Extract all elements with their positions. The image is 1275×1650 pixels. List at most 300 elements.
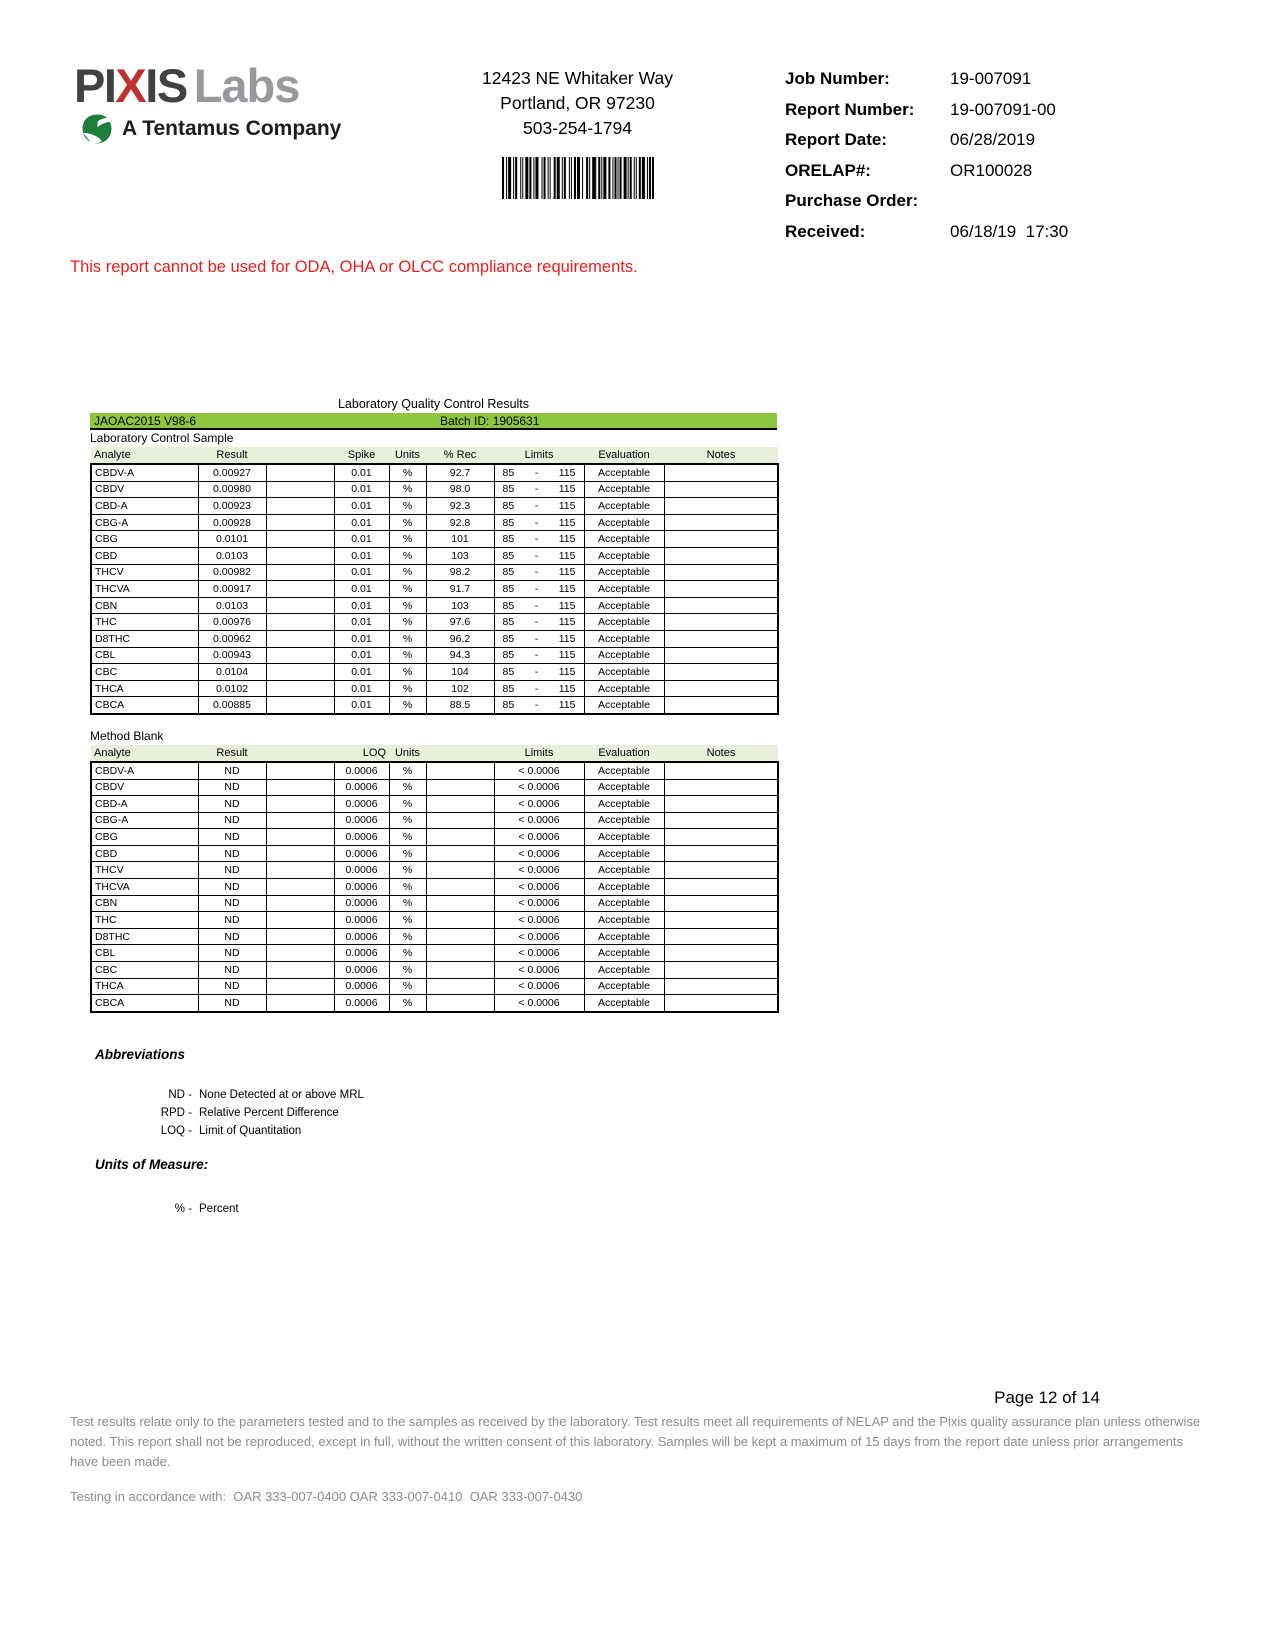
table-cell: Acceptable: [584, 514, 664, 531]
table-cell: [664, 879, 778, 896]
table-row: [91, 829, 778, 846]
table-cell-limits: [494, 680, 584, 697]
table-row: [91, 630, 778, 647]
table-cell: [266, 962, 334, 979]
unit-desc: Percent: [199, 1203, 239, 1215]
table-cell: [426, 762, 494, 779]
table-row: [91, 796, 778, 813]
batch-id: Batch ID: 1905631: [440, 414, 540, 428]
column-header: Evaluation: [584, 745, 664, 762]
table-cell: ND: [198, 845, 266, 862]
table-cell: 102: [426, 680, 494, 697]
column-header: LOQ: [334, 745, 389, 762]
table-cell: [664, 912, 778, 929]
table-cell: CBD: [91, 845, 198, 862]
field-label: Received:: [785, 221, 866, 241]
pixis-logo: [74, 59, 342, 146]
table-cell: 0.00943: [198, 647, 266, 664]
table-cell: CBCA: [91, 697, 198, 714]
table-cell: Acceptable: [584, 481, 664, 498]
table-cell: 98.0: [426, 481, 494, 498]
table-cell: 0.01: [334, 531, 389, 548]
table-cell: [266, 995, 334, 1012]
table-cell: [664, 680, 778, 697]
compliance-notice: This report cannot be used for ODA, OHA or OLCC compliance requirements.: [70, 258, 638, 276]
table-cell: [426, 945, 494, 962]
table-cell-limits: [494, 647, 584, 664]
table-cell: [266, 498, 334, 515]
table-cell-limits: < 0.0006: [494, 962, 584, 979]
table-cell-limits: < 0.0006: [494, 796, 584, 813]
limit-high: 115: [558, 665, 576, 678]
table-cell: Acceptable: [584, 779, 664, 796]
table-cell: 0.0006: [334, 995, 389, 1012]
table-cell: [266, 762, 334, 779]
table-row: [91, 547, 778, 564]
column-header: Limits: [494, 745, 584, 762]
address-line: 12423 NE Whitaker Way: [482, 68, 673, 88]
table-cell-limits: [494, 697, 584, 714]
table-cell-limits: < 0.0006: [494, 779, 584, 796]
table-cell: 0.0103: [198, 547, 266, 564]
table-cell: 0.00923: [198, 498, 266, 515]
limit-low: 85: [502, 566, 515, 579]
table-cell: Acceptable: [584, 796, 664, 813]
table-cell-limits: [494, 664, 584, 681]
table-cell: Acceptable: [584, 564, 664, 581]
table-row: [91, 680, 778, 697]
table-cell: Acceptable: [584, 829, 664, 846]
table-cell: Acceptable: [584, 680, 664, 697]
table-cell: ND: [198, 978, 266, 995]
table-cell: [266, 514, 334, 531]
table-cell: 0.0006: [334, 912, 389, 929]
table-row: [91, 581, 778, 598]
table-cell: CBD-A: [91, 498, 198, 515]
mb-section-label: Method Blank: [90, 728, 164, 743]
table-cell: %: [389, 912, 426, 929]
table-cell: 0.0006: [334, 779, 389, 796]
table-cell: %: [389, 547, 426, 564]
table-row: [91, 597, 778, 614]
column-header: Notes: [664, 745, 778, 762]
table-cell: %: [389, 664, 426, 681]
table-cell-limits: < 0.0006: [494, 812, 584, 829]
table-cell: %: [389, 895, 426, 912]
table-cell: CBDV-A: [91, 464, 198, 481]
table-row: [91, 514, 778, 531]
table-cell: %: [389, 630, 426, 647]
column-header: Analyte: [91, 447, 198, 464]
table-row: [91, 879, 778, 896]
column-header: Result: [198, 447, 266, 464]
limit-low: 85: [502, 599, 515, 612]
limit-high: 115: [558, 682, 576, 695]
table-cell: [664, 845, 778, 862]
lcs-header-row: [91, 447, 778, 464]
limit-high: 115: [558, 566, 576, 579]
table-cell: 0.0006: [334, 895, 389, 912]
table-row: [91, 498, 778, 515]
table-cell: 0.00928: [198, 514, 266, 531]
table-cell: [266, 879, 334, 896]
table-cell: %: [389, 614, 426, 631]
limit-high: 115: [558, 616, 576, 629]
table-cell: CBCA: [91, 995, 198, 1012]
table-cell: %: [389, 514, 426, 531]
table-cell: 0.0006: [334, 796, 389, 813]
table-cell: 0.0006: [334, 879, 389, 896]
table-cell-limits: < 0.0006: [494, 995, 584, 1012]
table-cell: Acceptable: [584, 664, 664, 681]
table-cell: Acceptable: [584, 531, 664, 548]
limit-dash: -: [534, 466, 539, 479]
table-cell: [266, 845, 334, 862]
table-cell: [664, 962, 778, 979]
table-cell: D8THC: [91, 928, 198, 945]
field-label: Job Number:: [785, 69, 890, 88]
table-cell: [266, 829, 334, 846]
table-cell: ND: [198, 962, 266, 979]
table-cell: %: [389, 597, 426, 614]
table-cell: Acceptable: [584, 547, 664, 564]
limit-high: 115: [558, 499, 576, 512]
table-cell-limits: < 0.0006: [494, 879, 584, 896]
table-cell: [266, 547, 334, 564]
table-cell: Acceptable: [584, 978, 664, 995]
table-row: [91, 664, 778, 681]
field-value: 06/18/19 17:30: [950, 221, 1069, 241]
table-cell: [426, 796, 494, 813]
table-cell: [664, 895, 778, 912]
column-header-blank: [266, 745, 334, 762]
table-cell: %: [389, 862, 426, 879]
column-header: Result: [198, 745, 266, 762]
table-cell: [266, 597, 334, 614]
table-cell: %: [389, 945, 426, 962]
table-cell: %: [389, 829, 426, 846]
table-cell: 0.00885: [198, 697, 266, 714]
limit-low: 85: [502, 665, 515, 678]
table-row: [91, 928, 778, 945]
field-value: 06/28/2019: [950, 130, 1036, 149]
table-cell: [266, 779, 334, 796]
table-cell: [266, 862, 334, 879]
table-cell: Acceptable: [584, 945, 664, 962]
table-cell: 0.01: [334, 514, 389, 531]
table-cell: 0.0006: [334, 945, 389, 962]
table-cell: 0.01: [334, 581, 389, 598]
table-cell: [664, 697, 778, 714]
table-cell: [664, 481, 778, 498]
limit-dash: -: [534, 533, 539, 546]
table-cell: [426, 845, 494, 862]
table-cell: 0.01: [334, 664, 389, 681]
table-cell-limits: < 0.0006: [494, 895, 584, 912]
limit-high: 115: [558, 632, 576, 645]
table-cell: [426, 962, 494, 979]
units-title: Units of Measure:: [95, 1157, 209, 1172]
table-cell: 92.7: [426, 464, 494, 481]
batch-header-bar: [90, 413, 777, 430]
table-cell: 88.5: [426, 697, 494, 714]
table-row: [91, 912, 778, 929]
page-number: Page 12 of 14: [994, 1388, 1100, 1407]
table-cell: %: [389, 481, 426, 498]
table-cell: ND: [198, 812, 266, 829]
limit-high: 115: [558, 483, 576, 496]
table-cell: Acceptable: [584, 995, 664, 1012]
abbr-key: LOQ -: [160, 1125, 192, 1137]
table-cell: %: [389, 812, 426, 829]
table-cell: 0.01: [334, 564, 389, 581]
limit-low: 85: [502, 649, 515, 662]
limit-dash: -: [534, 549, 539, 562]
table-cell: [426, 912, 494, 929]
table-cell: CBC: [91, 962, 198, 979]
table-cell: [266, 680, 334, 697]
logo-text-labs: Labs: [193, 59, 300, 112]
table-cell: 0.01: [334, 498, 389, 515]
table-cell: [664, 928, 778, 945]
limit-low: 85: [502, 499, 515, 512]
table-cell: %: [389, 680, 426, 697]
column-header: Units: [389, 745, 426, 762]
table-cell: %: [389, 845, 426, 862]
limit-low: 85: [502, 699, 515, 712]
qc-title: Laboratory Quality Control Results: [337, 397, 530, 411]
table-cell: [426, 928, 494, 945]
table-cell: Acceptable: [584, 862, 664, 879]
table-cell: 0.01: [334, 547, 389, 564]
table-cell: [426, 978, 494, 995]
table-cell: THCA: [91, 978, 198, 995]
table-cell: Acceptable: [584, 895, 664, 912]
table-cell: 101: [426, 531, 494, 548]
column-header-blank: [266, 447, 334, 464]
table-cell-limits: < 0.0006: [494, 845, 584, 862]
table-cell: %: [389, 978, 426, 995]
table-cell: Acceptable: [584, 812, 664, 829]
table-cell: Acceptable: [584, 498, 664, 515]
lcs-section-label: Laboratory Control Sample: [90, 431, 234, 445]
table-cell: %: [389, 928, 426, 945]
table-cell: %: [389, 962, 426, 979]
footer: [70, 1412, 1210, 1508]
table-cell: Acceptable: [584, 697, 664, 714]
table-cell-limits: < 0.0006: [494, 945, 584, 962]
table-cell-limits: [494, 564, 584, 581]
table-cell: CBG: [91, 829, 198, 846]
table-row: [91, 779, 778, 796]
limit-low: 85: [502, 616, 515, 629]
table-cell: 0.0101: [198, 531, 266, 548]
lab-address: [440, 66, 715, 199]
table-row: [91, 945, 778, 962]
table-cell: %: [389, 464, 426, 481]
mb-table: [90, 745, 779, 1013]
table-cell-limits: < 0.0006: [494, 912, 584, 929]
table-cell: [266, 812, 334, 829]
logo-text: PI: [74, 59, 116, 112]
table-cell: ND: [198, 895, 266, 912]
table-cell: ND: [198, 862, 266, 879]
table-cell: Acceptable: [584, 614, 664, 631]
table-row: [91, 862, 778, 879]
table-cell: 0.00982: [198, 564, 266, 581]
table-cell: [266, 912, 334, 929]
table-cell: 0.01: [334, 697, 389, 714]
table-cell: 97.6: [426, 614, 494, 631]
table-cell: THC: [91, 912, 198, 929]
table-cell: 0.0006: [334, 762, 389, 779]
table-cell: [664, 647, 778, 664]
field-value: [950, 190, 1068, 213]
field-value: 19-007091: [950, 69, 1032, 88]
table-cell: D8THC: [91, 630, 198, 647]
table-cell: [426, 862, 494, 879]
table-cell: THC: [91, 614, 198, 631]
table-cell: [266, 481, 334, 498]
table-cell: [266, 928, 334, 945]
table-cell: 0.0006: [334, 845, 389, 862]
table-row: [91, 845, 778, 862]
mb-header-row: [91, 745, 778, 762]
address-line: Portland, OR 97230: [500, 93, 655, 113]
limit-dash: -: [534, 682, 539, 695]
table-cell: 0.00962: [198, 630, 266, 647]
limit-high: 115: [558, 699, 576, 712]
limit-high: 115: [558, 466, 576, 479]
table-cell: 92.8: [426, 514, 494, 531]
table-cell: [426, 995, 494, 1012]
table-cell: Acceptable: [584, 647, 664, 664]
table-cell: [266, 647, 334, 664]
limit-high: 115: [558, 533, 576, 546]
table-cell: ND: [198, 879, 266, 896]
table-row: [91, 812, 778, 829]
table-cell: Acceptable: [584, 762, 664, 779]
table-cell: THCVA: [91, 879, 198, 896]
table-cell: 0.01: [334, 647, 389, 664]
table-row: [91, 481, 778, 498]
table-cell: 0.0006: [334, 978, 389, 995]
table-cell: 0.0006: [334, 812, 389, 829]
table-cell: 103: [426, 547, 494, 564]
table-row: [91, 564, 778, 581]
column-header: Units: [389, 447, 426, 464]
table-cell: CBDV-A: [91, 762, 198, 779]
table-cell: THCV: [91, 862, 198, 879]
table-cell: %: [389, 531, 426, 548]
table-cell: ND: [198, 796, 266, 813]
table-cell: [664, 464, 778, 481]
table-cell: [664, 547, 778, 564]
limit-dash: -: [534, 582, 539, 595]
limit-dash: -: [534, 516, 539, 529]
table-cell: [266, 531, 334, 548]
table-cell: CBG-A: [91, 514, 198, 531]
table-cell: CBG: [91, 531, 198, 548]
column-header: Notes: [664, 447, 778, 464]
abbr-desc: Relative Percent Difference: [199, 1107, 339, 1119]
table-cell: [266, 564, 334, 581]
abbr-key: ND -: [168, 1089, 192, 1101]
table-cell-limits: [494, 597, 584, 614]
table-cell: [664, 514, 778, 531]
field-value: OR100028: [950, 160, 1033, 180]
table-cell: %: [389, 796, 426, 813]
table-cell: [664, 564, 778, 581]
table-cell: 0.0006: [334, 928, 389, 945]
table-cell: 0.00917: [198, 581, 266, 598]
limit-high: 115: [558, 516, 576, 529]
table-cell-limits: [494, 481, 584, 498]
table-cell: THCVA: [91, 581, 198, 598]
table-cell: Acceptable: [584, 912, 664, 929]
field-label: ORELAP#:: [785, 160, 871, 180]
table-cell: 96.2: [426, 630, 494, 647]
table-cell: [664, 630, 778, 647]
address-line: 503-254-1794: [523, 118, 632, 138]
limit-high: 115: [558, 599, 576, 612]
table-cell: Acceptable: [584, 581, 664, 598]
table-row: [91, 962, 778, 979]
table-cell: Acceptable: [584, 464, 664, 481]
abbr-desc: Limit of Quantitation: [199, 1125, 302, 1137]
table-cell: [664, 762, 778, 779]
table-cell: CBDV: [91, 481, 198, 498]
table-cell: [266, 945, 334, 962]
table-cell: [664, 945, 778, 962]
table-cell: [664, 812, 778, 829]
table-cell: 0.0006: [334, 962, 389, 979]
table-cell: Acceptable: [584, 879, 664, 896]
table-cell: [664, 614, 778, 631]
tentamus-leaf-icon: [80, 112, 114, 146]
table-cell: CBN: [91, 895, 198, 912]
table-cell: CBC: [91, 664, 198, 681]
column-header-blank: [426, 745, 494, 762]
table-cell: ND: [198, 829, 266, 846]
table-cell: 0.01: [334, 597, 389, 614]
limit-dash: -: [534, 616, 539, 629]
table-cell: 0.0006: [334, 829, 389, 846]
table-cell: [664, 498, 778, 515]
table-cell: CBL: [91, 647, 198, 664]
table-row: [91, 531, 778, 548]
table-cell: %: [389, 564, 426, 581]
table-cell: [664, 779, 778, 796]
limit-dash: -: [534, 632, 539, 645]
logo-text-x: X: [115, 59, 146, 112]
limit-dash: -: [534, 499, 539, 512]
table-cell-limits: < 0.0006: [494, 862, 584, 879]
limit-low: 85: [502, 682, 515, 695]
table-cell: [426, 779, 494, 796]
column-header: Limits: [494, 447, 584, 464]
table-cell: %: [389, 647, 426, 664]
table-row: [91, 614, 778, 631]
table-cell: [664, 664, 778, 681]
column-header: Spike: [334, 447, 389, 464]
limit-dash: -: [534, 665, 539, 678]
table-cell-limits: [494, 498, 584, 515]
table-cell: CBN: [91, 597, 198, 614]
table-cell: ND: [198, 928, 266, 945]
table-row: [91, 978, 778, 995]
table-cell: 0.01: [334, 680, 389, 697]
